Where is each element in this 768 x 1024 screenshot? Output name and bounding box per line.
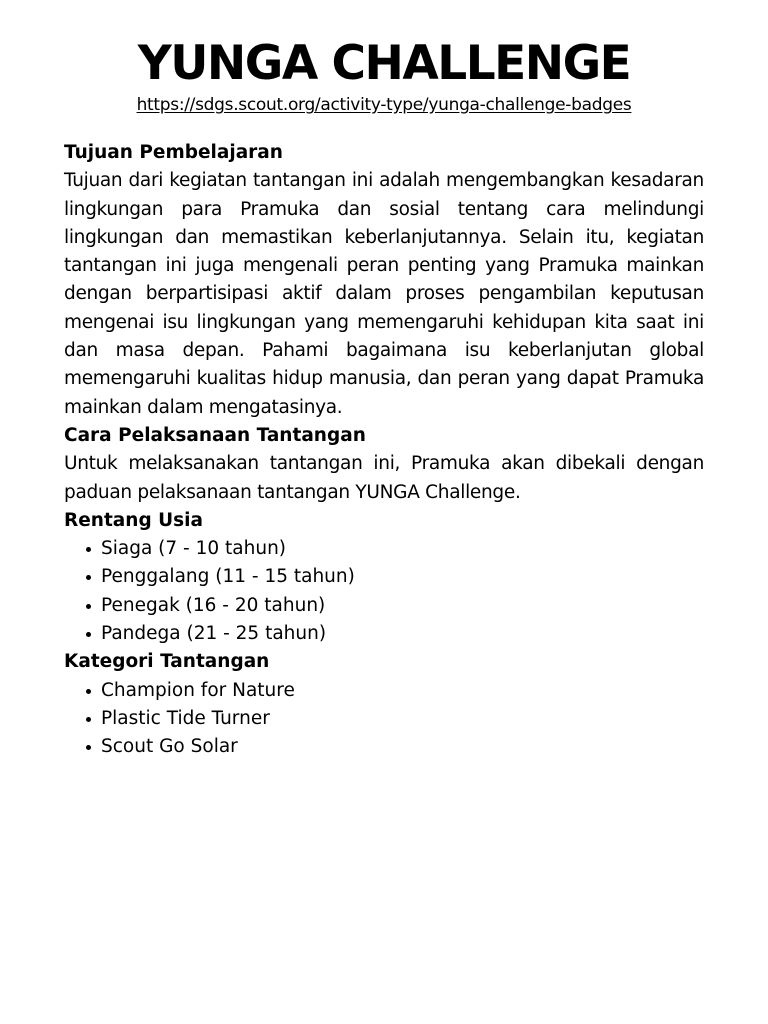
list-item <box>86 677 704 705</box>
bullet-icon <box>86 604 91 609</box>
bullet-icon <box>86 575 91 580</box>
heading-tujuan: Tujuan Pembelajaran <box>64 142 283 163</box>
list-item-text: Pandega (21 - 25 tahun) <box>101 623 327 645</box>
list-kategori <box>64 677 704 762</box>
heading-kategori: Kategori Tantangan <box>64 651 270 673</box>
page-title: YUNGA CHALLENGE <box>137 36 631 91</box>
list-item <box>86 563 704 591</box>
list-item-text: Penegak (16 - 20 tahun) <box>101 594 326 616</box>
source-link[interactable]: https://sdgs.scout.org/activity-type/yunga-challenge-badges <box>136 95 632 115</box>
list-item-text: Scout Go Solar <box>101 736 238 758</box>
list-item-text: Siaga (7 - 10 tahun) <box>101 538 287 560</box>
bullet-icon <box>86 689 91 694</box>
list-item-text: Champion for Nature <box>101 679 295 701</box>
bullet-icon <box>86 547 91 552</box>
list-item-text: Penggalang (11 - 15 tahun) <box>101 566 355 588</box>
list-item-text: Plastic Tide Turner <box>101 707 270 729</box>
document-page <box>64 30 704 762</box>
list-item <box>86 705 704 733</box>
bullet-icon <box>86 745 91 750</box>
list-item <box>86 733 704 761</box>
heading-usia: Rentang Usia <box>64 509 204 531</box>
heading-cara: Cara Pelaksanaan Tantangan <box>64 424 366 446</box>
bullet-icon <box>86 632 91 637</box>
list-item <box>86 535 704 563</box>
list-item <box>86 592 704 620</box>
list-item <box>86 620 704 648</box>
list-usia <box>64 535 704 648</box>
paragraph-cara: Untuk melaksanakan tantangan ini, Pramuka akan dibekali dengan paduan pelaksanaan tantangan YUNGA Challenge. <box>64 453 704 503</box>
bullet-icon <box>86 717 91 722</box>
paragraph-tujuan: Tujuan dari kegiatan tantangan ini adalah mengembangkan kesadaran lingkungan para Pramuka dan sosial tentang cara melindungi lingkungan dan memastikan keberlanjutannya. Selain itu, kegiatan tantangan ini juga mengenali peran penting yang Pramuka mainkan dengan berpartisipasi aktif dalam proses pengambilan keputusan mengenai isu lingkungan yang memengaruhi kehidupan kita saat ini dan masa depan. Pahami bagaimana isu keberlanjutan global memengaruhi kualitas hidup manusia, dan peran yang dapat Pramuka mainkan dalam mengatasinya. <box>64 170 704 418</box>
